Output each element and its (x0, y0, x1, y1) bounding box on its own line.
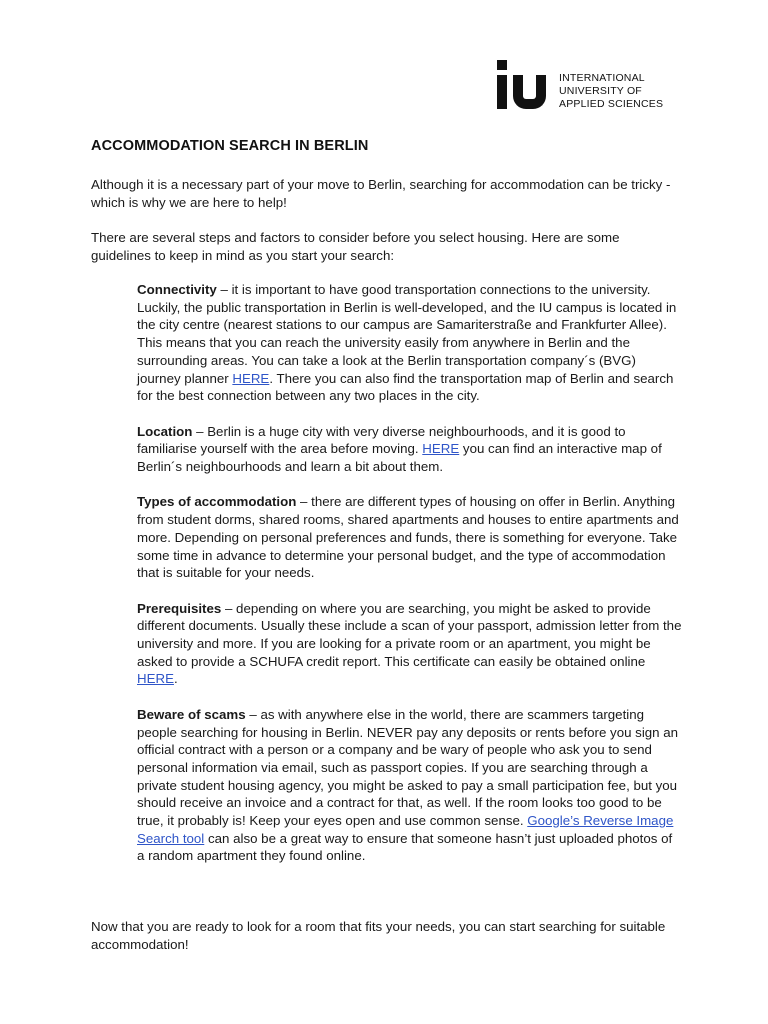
iu-logo (497, 60, 663, 112)
guideline-text: – there are different types of housing on offer in Berlin. Anything from student dorms, shared rooms, shared apartments and houses to entire apartments and more. Depending on personal preferences and funds, there is something for everyone. Take some time in advance to determine your personal budget, and the type of accommodation that is suitable for your needs. (137, 494, 679, 581)
guideline-term: Types of accommodation (137, 494, 297, 510)
guideline-text: – Berlin is a huge city with very diverse neighbourhoods, and it is good to familiarise yourself with the area before moving. (137, 423, 626, 457)
schufa-report-link[interactable]: HERE (137, 671, 174, 687)
bvg-journey-planner-link[interactable]: HERE (232, 370, 270, 386)
closing-paragraph: Now that you are ready to look for a room that fits your needs, you can start searching for suitable accommodation! (91, 919, 666, 952)
guideline-term: Location (137, 423, 193, 439)
guideline-term: Connectivity (137, 282, 217, 297)
page-title: ACCOMMODATION SEARCH IN BERLIN (91, 138, 369, 154)
logo-line-2: UNIVERSITY OF (559, 85, 642, 97)
intro-paragraph-2: There are several steps and factors to consider before you select housing. Here are some guidelines to keep in mind as you start your search: (91, 230, 620, 263)
guideline-text: you can find an interactive map of Berlin´s neighbourhoods and learn a bit about them. (137, 441, 662, 475)
guideline-text: – it is important to have good transportation connections to the university. Luckily, the public transportation in Berlin is well-developed, and the IU campus is located in the city centre (nearest stations to our campus are Samariterstraße and Frankfurter Allee). This means that you can reach the university easily from anywhere in Berlin and the surrounding areas. You can take a look at the Berlin transportation company´s (BVG) journey planner (137, 282, 677, 386)
guideline-text: – depending on where you are searching, you might be asked to provide different documents. Usually these include a scan of your passport, admission letter from the university and more. If you are looking for a private room or an apartment, you might be asked to provide a SCHUFA credit report. This certificate can easily be obtained online (137, 600, 682, 669)
guidelines-list (137, 281, 682, 883)
guideline-prerequisites (137, 600, 682, 689)
guideline-location (137, 423, 682, 476)
iu-logo-mark (497, 60, 553, 112)
guideline-beware-of-scams (137, 706, 682, 865)
logo-line-1: INTERNATIONAL (559, 72, 645, 84)
intro-paragraph-1: Although it is a necessary part of your move to Berlin, searching for accommodation can be tricky - which is why we are here to help! (91, 177, 671, 210)
guideline-connectivity (137, 281, 682, 405)
logo-line-3: APPLIED SCIENCES (559, 98, 664, 110)
iu-logo-text (559, 72, 663, 111)
guideline-types-of-accommodation (137, 493, 682, 582)
neighbourhood-map-link[interactable]: HERE (422, 441, 460, 457)
guideline-text: can also be a great way to ensure that someone hasn’t just uploaded photos of a random apartment they found online. (137, 830, 673, 864)
reverse-image-search-link[interactable]: Google’s Reverse Image Search tool (137, 813, 674, 846)
guideline-text: . There you can also find the transportation map of Berlin and search for the best connection between any two places in the city. (137, 370, 674, 404)
guideline-text: . (173, 671, 178, 687)
guideline-term: Beware of scams (137, 706, 246, 722)
guideline-text: – as with anywhere else in the world, there are scammers targeting people searching for housing in Berlin. NEVER pay any deposits or rents before you sign an official contract with a person or a company and be wary of people who ask you to send personal information via email, such as passport copies. If you are searching through a private student housing agency, you might be asked to pay a small participation fee, but you should receive an invoice and a contract for that, as well. If the room looks too good to be true, it probably is! Keep your eyes open and use common sense. (137, 706, 679, 829)
guideline-term: Prerequisites (137, 600, 222, 616)
